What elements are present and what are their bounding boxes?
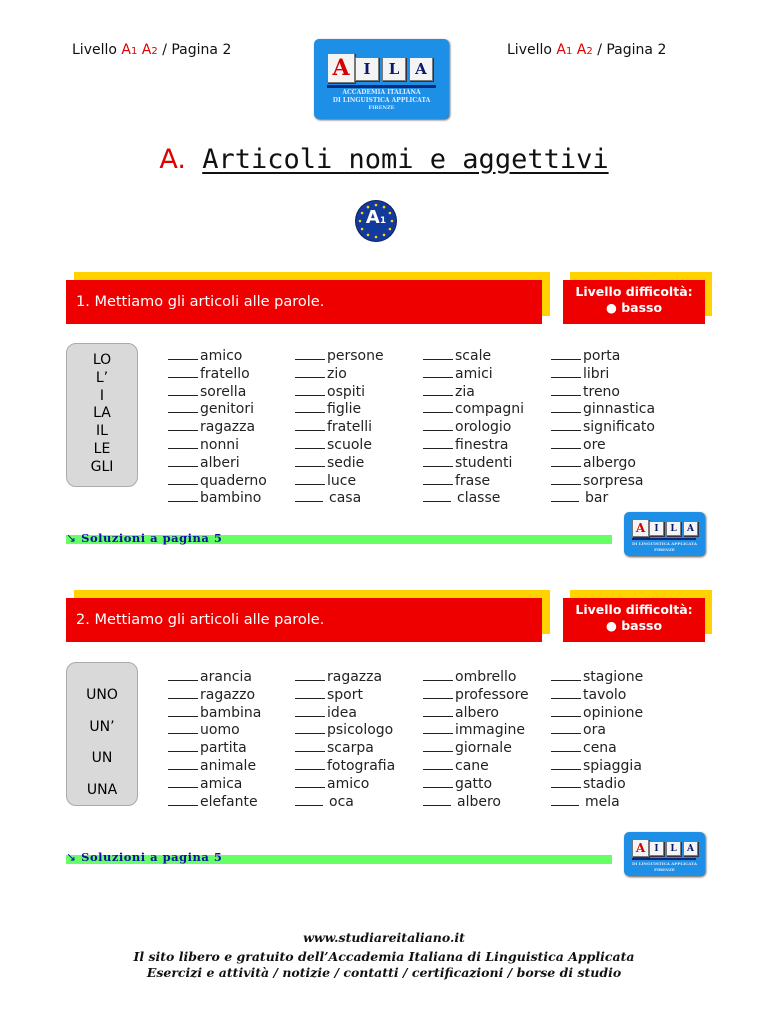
page-title [0,144,768,175]
exercise1-solution-link[interactable]: ↘ Soluzioni a pagina 5 [66,531,223,545]
fill-in-word [423,401,524,417]
answer-blank[interactable] [295,669,325,681]
fill-in-word [551,722,606,738]
word-text: nonni [200,437,240,453]
word-text: elefante [200,793,258,810]
fill-in-word [168,366,250,382]
word-text: professore [455,686,529,703]
fill-in-word [551,384,620,400]
fill-in-word [423,419,511,435]
fill-in-word [551,705,643,721]
answer-blank[interactable] [295,384,325,396]
answer-blank[interactable] [423,490,451,502]
word-text: partita [200,740,247,757]
answer-blank[interactable] [551,419,581,431]
answer-blank[interactable] [295,776,325,788]
word-text: stagione [583,669,644,685]
fill-in-word [423,776,492,792]
word-text: bambino [200,490,262,507]
fill-in-word [168,758,256,774]
word-text: scale [455,348,492,364]
word-text: significato [583,419,655,436]
article-option: GLI [90,458,114,475]
word-text: treno [583,383,620,400]
answer-blank[interactable] [423,687,453,699]
answer-blank[interactable] [423,455,453,467]
level-indicator-left: Livello A1 A2 / Pagina 2 [72,42,232,58]
exercise2-solution-link[interactable]: ↘ Soluzioni a pagina 5 [66,850,223,864]
word-text: tavolo [583,686,627,703]
fill-in-word [295,722,393,738]
fill-in-word [551,687,626,703]
fill-in-word [295,419,372,435]
footer-line-2: Esercizi e attività / notizie / contatti / certificazioni / borse di studio [146,965,622,980]
answer-blank[interactable] [551,669,581,681]
word-text: ora [583,722,606,739]
answer-blank[interactable] [551,455,581,467]
word-text: ginnastica [583,401,656,418]
article-option: UN’ [89,718,115,735]
fill-in-word [168,687,255,703]
word-text: amica [200,775,243,792]
word-text: bar [585,490,609,507]
answer-blank[interactable] [168,437,198,449]
fill-in-word [295,473,356,489]
answer-blank[interactable] [551,687,581,699]
exercise2-title: 2. Mettiamo gli articoli alle parole. [66,598,542,642]
exercise1-title: 1. Mettiamo gli articoli alle parole. [66,280,542,324]
answer-blank[interactable] [295,455,325,467]
level-indicator-right: Livello A1 A2 / Pagina 2 [507,42,667,58]
answer-blank[interactable] [551,401,581,413]
fill-in-word [168,776,242,792]
exercise2-difficulty: Livello difficoltà: ● basso [563,598,705,642]
answer-blank[interactable] [423,348,453,360]
word-text: uomo [200,722,240,739]
word-text: cena [583,740,617,757]
answer-blank[interactable] [551,740,581,752]
word-text: amico [200,348,243,364]
fill-in-word [423,473,490,489]
answer-blank[interactable] [295,366,325,378]
fill-in-word [551,401,655,417]
answer-blank[interactable] [168,669,198,681]
answer-blank[interactable] [168,401,198,413]
fill-in-word [295,401,361,417]
word-text: albero [457,793,501,810]
fill-in-word [168,794,258,810]
a1-level-badge: A1 [356,201,396,241]
word-text: sedie [327,454,365,471]
fill-in-word [423,437,508,453]
fill-in-word [551,794,620,810]
fill-in-word [295,366,347,382]
word-text: finestra [455,437,509,453]
word-text: alberi [200,454,240,471]
answer-blank[interactable] [168,740,198,752]
answer-blank[interactable] [423,794,451,806]
fill-in-word [551,419,655,435]
fill-in-word [551,490,608,506]
answer-blank[interactable] [168,348,198,360]
fill-in-word [295,705,357,721]
word-text: scuole [327,437,372,453]
word-text: zio [327,365,347,382]
fill-in-word [168,348,242,364]
word-text: stadio [583,775,626,792]
word-text: mela [585,793,620,810]
word-text: spiaggia [583,758,642,774]
word-text: libri [583,365,610,382]
word-text: idea [327,704,357,721]
fill-in-word [423,740,512,756]
fill-in-word [551,473,643,489]
fill-in-word [423,348,491,364]
answer-blank[interactable] [423,669,453,681]
answer-blank[interactable] [423,401,453,413]
title-text: Articoli nomi e aggettivi [202,144,609,175]
answer-blank[interactable] [551,758,581,770]
word-text: giornale [455,740,512,757]
answer-blank[interactable] [295,705,325,717]
word-text: psicologo [327,722,394,739]
answer-blank[interactable] [551,776,581,788]
word-text: classe [457,490,501,507]
arrow-down-right-icon: ↘ [66,531,77,545]
exercise1-article-list [66,343,138,487]
answer-blank[interactable] [423,384,453,396]
fill-in-word [423,384,475,400]
exercise1-difficulty: Livello difficoltà: ● basso [563,280,705,324]
answer-blank[interactable] [423,366,453,378]
answer-blank[interactable] [423,437,453,449]
article-option: LE [93,440,111,457]
fill-in-word [295,776,369,792]
answer-blank[interactable] [423,758,453,770]
answer-blank[interactable] [168,455,198,467]
answer-blank[interactable] [168,758,198,770]
word-text: genitori [200,401,254,418]
fill-in-word [423,366,493,382]
aila-logo-small-2: A I L A DI LINGUISTICA APPLICATA FIRENZE [624,832,705,876]
article-option: UNO [86,687,118,703]
word-text: casa [329,490,362,507]
word-text: immagine [455,722,526,739]
fill-in-word [423,794,501,810]
word-text: fratelli [327,419,373,436]
answer-blank[interactable] [551,437,581,449]
fill-in-word [168,722,240,738]
exercise2-article-list [66,662,138,806]
article-option: UNA [86,781,118,798]
fill-in-word [168,455,240,471]
fill-in-word [423,490,500,506]
word-text: ombrello [455,669,517,685]
word-text: albergo [583,454,636,471]
word-text: quaderno [200,472,267,489]
word-text: orologio [455,419,512,436]
word-text: amici [455,365,493,382]
answer-blank[interactable] [168,419,198,431]
answer-blank[interactable] [423,740,453,752]
article-option: IL [96,423,108,440]
title-letter: A. [159,144,186,175]
footer-url[interactable]: www.studiareitaliano.it [303,930,465,945]
word-text: cane [455,758,489,774]
fill-in-word [551,758,642,774]
word-text: fratello [200,365,250,382]
fill-in-word [423,669,517,685]
fill-in-word [168,384,246,400]
answer-blank[interactable] [423,722,453,734]
answer-blank[interactable] [551,490,579,502]
footer-line-1: Il sito libero e gratuito dell’Accademia Italiana di Linguistica Applicata [133,949,635,964]
fill-in-word [168,740,247,756]
word-text: scarpa [327,740,374,757]
fill-in-word [295,490,361,506]
answer-blank[interactable] [423,473,453,485]
answer-blank[interactable] [168,794,198,806]
fill-in-word [168,490,261,506]
word-text: frase [455,472,491,489]
article-option: I [99,387,105,404]
answer-blank[interactable] [295,437,325,449]
fill-in-word [551,366,609,382]
word-text: fotografia [327,758,396,774]
fill-in-word [168,669,252,685]
fill-in-word [168,473,267,489]
word-text: arancia [200,669,252,685]
word-text: amico [327,775,370,792]
fill-in-word [295,384,365,400]
arrow-down-right-icon: ↘ [66,850,77,864]
answer-blank[interactable] [295,419,325,431]
fill-in-word [423,455,512,471]
answer-blank[interactable] [551,794,579,806]
answer-blank[interactable] [295,348,325,360]
word-text: luce [327,472,357,489]
fill-in-word [295,437,372,453]
answer-blank[interactable] [551,705,581,717]
fill-in-word [423,705,499,721]
article-option: LO [92,352,112,368]
answer-blank[interactable] [295,490,323,502]
answer-blank[interactable] [295,758,325,770]
word-text: porta [583,348,621,364]
fill-in-word [423,722,525,738]
fill-in-word [168,419,255,435]
answer-blank[interactable] [295,687,325,699]
answer-blank[interactable] [168,705,198,717]
answer-blank[interactable] [168,776,198,788]
word-text: sorpresa [583,472,644,489]
word-text: ragazza [327,669,383,685]
word-text: opinione [583,704,644,721]
article-option: L’ [95,369,109,386]
fill-in-word [423,687,529,703]
fill-in-word [295,794,354,810]
fill-in-word [295,455,364,471]
answer-blank[interactable] [295,740,325,752]
answer-blank[interactable] [295,722,325,734]
word-text: compagni [455,401,525,418]
answer-blank[interactable] [551,366,581,378]
fill-in-word [551,776,626,792]
fill-in-word [295,740,374,756]
answer-blank[interactable] [423,776,453,788]
fill-in-word [551,437,606,453]
fill-in-word [551,740,617,756]
answer-blank[interactable] [423,705,453,717]
answer-blank[interactable] [168,473,198,485]
word-text: studenti [455,454,513,471]
word-text: animale [200,758,257,774]
fill-in-word [551,455,636,471]
word-text: figlie [327,401,362,418]
word-text: ragazzo [200,686,256,703]
fill-in-word [551,669,643,685]
word-text: ragazza [200,419,256,436]
word-text: gatto [455,775,493,792]
answer-blank[interactable] [168,722,198,734]
fill-in-word [551,348,620,364]
fill-in-word [295,758,395,774]
fill-in-word [168,401,254,417]
answer-blank[interactable] [168,687,198,699]
answer-blank[interactable] [168,366,198,378]
word-text: persone [327,348,384,364]
answer-blank[interactable] [551,722,581,734]
fill-in-word [423,758,489,774]
word-text: oca [329,793,354,810]
fill-in-word [295,348,384,364]
word-text: ore [583,437,606,453]
aila-logo-small-1: A I L A DI LINGUISTICA APPLICATA FIRENZE [624,512,705,556]
answer-blank[interactable] [168,384,198,396]
answer-blank[interactable] [168,490,198,502]
answer-blank[interactable] [551,384,581,396]
answer-blank[interactable] [295,473,325,485]
word-text: sorella [200,383,247,400]
answer-blank[interactable] [423,419,453,431]
word-text: sport [327,686,363,703]
answer-blank[interactable] [551,473,581,485]
aila-logo: A I L A ACCADEMIA ITALIANA DI LINGUISTICA APPLICATA FIRENZE [314,39,449,119]
article-option: UN [91,750,113,766]
word-text: albero [455,704,499,721]
word-text: zia [455,383,475,400]
answer-blank[interactable] [295,401,325,413]
fill-in-word [168,705,261,721]
fill-in-word [295,669,382,685]
answer-blank[interactable] [295,794,323,806]
fill-in-word [295,687,363,703]
article-option: LA [93,405,111,422]
word-text: bambina [200,704,262,721]
fill-in-word [168,437,239,453]
answer-blank[interactable] [551,348,581,360]
word-text: ospiti [327,383,366,400]
